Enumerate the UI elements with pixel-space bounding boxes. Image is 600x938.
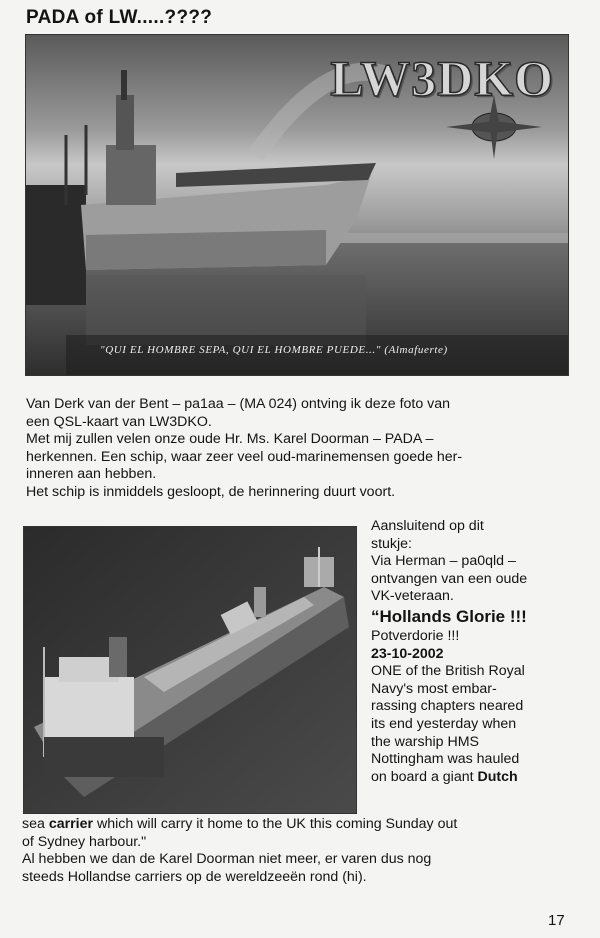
text-fragment: which will carry it home to the UK this coming Sunday out (93, 816, 458, 832)
qsl-callsign: LW3DKO (330, 50, 554, 106)
text-line: steeds Hollandse carriers op de wereldzeeën rond (hi). (22, 868, 367, 885)
text-line: rassing chapters neared (371, 698, 524, 715)
text-line: of Sydney harbour." (22, 833, 147, 850)
text-line: Aansluitend op dit (371, 518, 484, 534)
dutch-carrier-photo (23, 526, 357, 814)
text-line: Van Derk van der Bent – pa1aa – (MA 024) ontving ik deze foto van (26, 396, 451, 412)
qsl-card-photo (25, 34, 569, 376)
closing-paragraph (22, 816, 587, 886)
qsl-motto: "QUI EL HOMBRE SEPA, QUI EL HOMBRE PUEDE..." (Almafuerte) (100, 344, 448, 356)
intro-paragraph (26, 396, 582, 502)
text-line: stukje: (371, 535, 413, 552)
text-line: Het schip is inmiddels gesloopt, de herinnering duurt voort. (26, 483, 396, 500)
text-fragment: sea (22, 816, 49, 832)
bold-word: Dutch (477, 768, 518, 785)
text-line: its end yesterday when (371, 715, 517, 732)
text-line: een QSL-kaart van LW3DKO. (26, 413, 212, 430)
text-line: inneren aan hebben. (26, 466, 157, 483)
text-line: VK-veteraan. (371, 588, 454, 605)
text-line: Via Herman – pa0qld – (371, 553, 516, 570)
article-date: 23-10-2002 (371, 645, 444, 662)
bold-word: carrier (48, 816, 94, 832)
page-number: 17 (548, 912, 565, 929)
text-line: ontvangen van een oude (371, 570, 528, 587)
text-line (371, 769, 586, 787)
text-line: Nottingham was hauled (371, 751, 520, 768)
side-column (371, 518, 586, 786)
text-line: ONE of the British Royal (371, 663, 525, 680)
text-line: herkennen. Een schip, waar zeer veel oud-marinemensen goede her- (26, 448, 463, 465)
text-line: Met mij zullen velen onze oude Hr. Ms. Karel Doorman – PADA – (26, 431, 434, 448)
page-title: PADA of LW.....???? (26, 7, 213, 28)
text-line: Al hebben we dan de Karel Doorman niet meer, er varen dus nog (22, 851, 432, 868)
article-headline: “Hollands Glorie !!! (371, 606, 527, 626)
heavy-lift-ship-photo (24, 527, 356, 813)
text-line: the warship HMS (371, 733, 480, 750)
text-fragment: on board a giant (371, 768, 478, 785)
text-line: Potverdorie !!! (371, 627, 460, 644)
text-line (22, 816, 587, 834)
text-line: Navy's most embar- (371, 680, 497, 697)
